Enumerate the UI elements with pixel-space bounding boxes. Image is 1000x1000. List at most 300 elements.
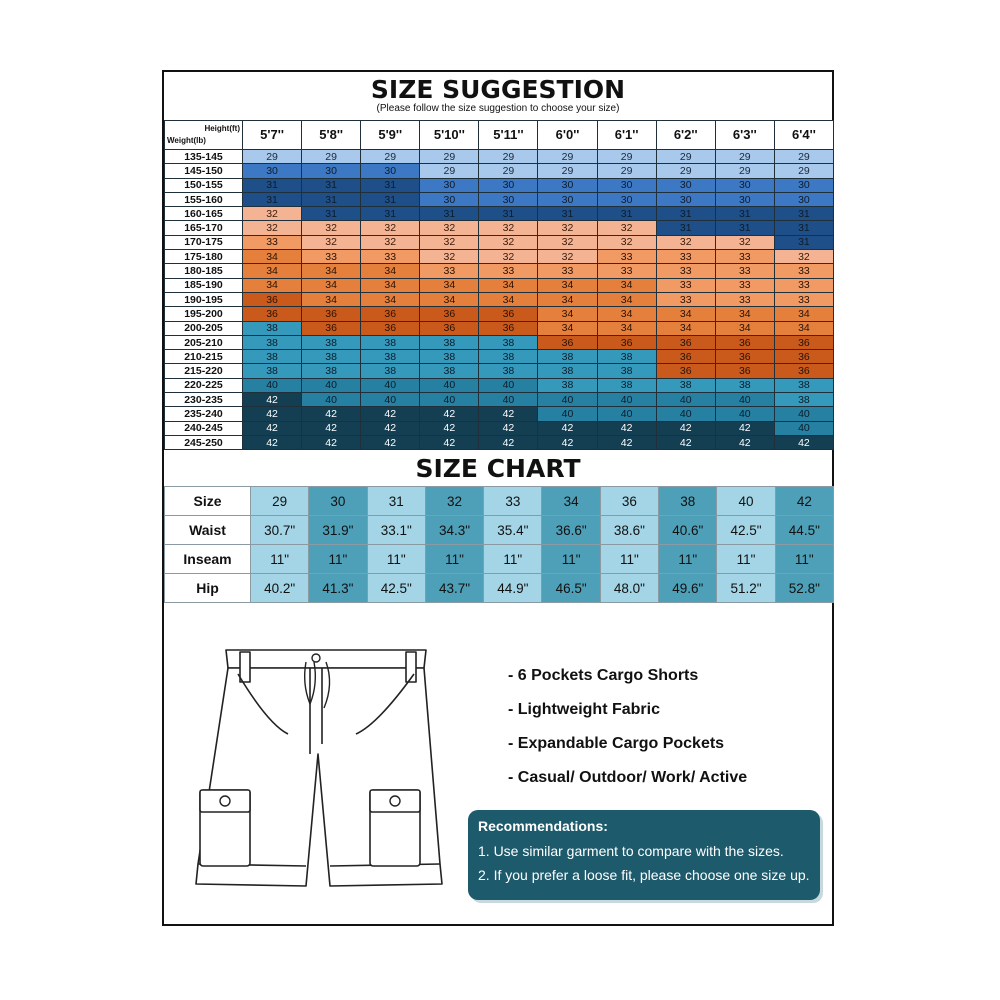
chart-row-label: Inseam bbox=[165, 545, 251, 574]
table-row bbox=[165, 321, 834, 335]
chart-cell: 35.4" bbox=[484, 516, 542, 545]
weight-cell: 135-145 bbox=[165, 150, 243, 164]
feature-item: - Expandable Cargo Pockets bbox=[508, 735, 725, 752]
size-cell: 29 bbox=[715, 150, 774, 164]
size-cell: 33 bbox=[774, 292, 833, 306]
height-header-cell: 5'11'' bbox=[479, 121, 538, 150]
weight-cell: 235-240 bbox=[165, 407, 243, 421]
chart-row bbox=[165, 487, 834, 516]
size-cell: 32 bbox=[479, 221, 538, 235]
size-cell: 36 bbox=[243, 307, 302, 321]
size-cell: 33 bbox=[656, 250, 715, 264]
size-cell: 36 bbox=[420, 321, 479, 335]
size-cell: 30 bbox=[715, 178, 774, 192]
size-cell: 29 bbox=[420, 164, 479, 178]
size-cell: 40 bbox=[597, 393, 656, 407]
chart-cell: 11" bbox=[775, 545, 833, 574]
size-cell: 32 bbox=[420, 235, 479, 249]
size-cell: 29 bbox=[656, 164, 715, 178]
height-header-cell: 5'7'' bbox=[243, 121, 302, 150]
size-cell: 31 bbox=[715, 207, 774, 221]
size-cell: 32 bbox=[597, 235, 656, 249]
size-cell: 38 bbox=[538, 364, 597, 378]
size-cell: 36 bbox=[479, 321, 538, 335]
size-cell: 32 bbox=[479, 250, 538, 264]
size-cell: 32 bbox=[420, 250, 479, 264]
chart-cell: 31 bbox=[367, 487, 425, 516]
size-cell: 31 bbox=[302, 192, 361, 206]
weight-cell: 155-160 bbox=[165, 192, 243, 206]
size-cell: 29 bbox=[420, 150, 479, 164]
size-cell: 42 bbox=[361, 407, 420, 421]
size-cell: 34 bbox=[302, 264, 361, 278]
size-cell: 38 bbox=[302, 350, 361, 364]
size-cell: 40 bbox=[656, 407, 715, 421]
size-cell: 33 bbox=[774, 264, 833, 278]
size-cell: 31 bbox=[774, 221, 833, 235]
size-cell: 34 bbox=[479, 292, 538, 306]
size-cell: 29 bbox=[361, 150, 420, 164]
chart-row-label: Hip bbox=[165, 574, 251, 603]
size-cell: 33 bbox=[715, 264, 774, 278]
size-cell: 40 bbox=[715, 407, 774, 421]
size-cell: 34 bbox=[774, 321, 833, 335]
size-cell: 31 bbox=[538, 207, 597, 221]
size-cell: 38 bbox=[538, 350, 597, 364]
size-cell: 38 bbox=[302, 335, 361, 349]
size-cell: 42 bbox=[243, 407, 302, 421]
chart-cell: 42.5" bbox=[717, 516, 775, 545]
size-cell: 42 bbox=[302, 421, 361, 435]
size-cell: 42 bbox=[715, 421, 774, 435]
size-cell: 29 bbox=[479, 164, 538, 178]
size-cell: 42 bbox=[715, 435, 774, 449]
chart-cell: 11" bbox=[600, 545, 658, 574]
chart-cell: 40 bbox=[717, 487, 775, 516]
chart-cell: 43.7" bbox=[425, 574, 483, 603]
chart-cell: 42.5" bbox=[367, 574, 425, 603]
size-cell: 32 bbox=[538, 250, 597, 264]
size-cell: 30 bbox=[361, 164, 420, 178]
size-cell: 34 bbox=[302, 278, 361, 292]
chart-cell: 11" bbox=[309, 545, 367, 574]
size-cell: 42 bbox=[420, 435, 479, 449]
size-cell: 42 bbox=[597, 435, 656, 449]
size-cell: 38 bbox=[538, 378, 597, 392]
size-cell: 34 bbox=[538, 278, 597, 292]
size-cell: 32 bbox=[302, 235, 361, 249]
chart-cell: 33.1" bbox=[367, 516, 425, 545]
size-cell: 40 bbox=[361, 393, 420, 407]
size-cell: 36 bbox=[420, 307, 479, 321]
size-cell: 31 bbox=[243, 192, 302, 206]
height-header-cell: 6'1'' bbox=[597, 121, 656, 150]
table-row bbox=[165, 192, 834, 206]
weight-cell: 150-155 bbox=[165, 178, 243, 192]
size-cell: 31 bbox=[420, 207, 479, 221]
size-cell: 29 bbox=[479, 150, 538, 164]
size-cell: 42 bbox=[243, 435, 302, 449]
table-row bbox=[165, 292, 834, 306]
size-cell: 30 bbox=[597, 192, 656, 206]
size-cell: 36 bbox=[656, 350, 715, 364]
weight-cell: 175-180 bbox=[165, 250, 243, 264]
size-cell: 34 bbox=[420, 278, 479, 292]
size-cell: 38 bbox=[420, 364, 479, 378]
size-cell: 34 bbox=[715, 307, 774, 321]
size-cell: 33 bbox=[656, 278, 715, 292]
size-cell: 40 bbox=[479, 393, 538, 407]
size-cell: 30 bbox=[774, 192, 833, 206]
size-cell: 31 bbox=[361, 178, 420, 192]
size-cell: 38 bbox=[597, 378, 656, 392]
table-row bbox=[165, 364, 834, 378]
size-cell: 38 bbox=[420, 350, 479, 364]
chart-cell: 49.6" bbox=[659, 574, 717, 603]
weight-cell: 210-215 bbox=[165, 350, 243, 364]
chart-cell: 32 bbox=[425, 487, 483, 516]
size-cell: 42 bbox=[420, 421, 479, 435]
size-cell: 34 bbox=[597, 321, 656, 335]
size-cell: 42 bbox=[479, 407, 538, 421]
table-row bbox=[165, 235, 834, 249]
size-cell: 36 bbox=[361, 321, 420, 335]
size-cell: 32 bbox=[538, 235, 597, 249]
size-cell: 34 bbox=[656, 321, 715, 335]
size-cell: 34 bbox=[774, 307, 833, 321]
size-cell: 30 bbox=[479, 178, 538, 192]
chart-cell: 40.2" bbox=[251, 574, 309, 603]
size-cell: 38 bbox=[479, 364, 538, 378]
size-cell: 30 bbox=[597, 178, 656, 192]
height-header-cell: 5'10'' bbox=[420, 121, 479, 150]
chart-cell: 51.2" bbox=[717, 574, 775, 603]
size-cell: 38 bbox=[243, 321, 302, 335]
table-row bbox=[165, 250, 834, 264]
size-suggestion-subtitle: (Please follow the size suggestion to choose your size) bbox=[376, 103, 620, 114]
table-row bbox=[165, 378, 834, 392]
chart-cell: 30.7" bbox=[251, 516, 309, 545]
size-cell: 33 bbox=[656, 264, 715, 278]
size-cell: 30 bbox=[656, 178, 715, 192]
size-cell: 31 bbox=[597, 207, 656, 221]
size-cell: 38 bbox=[302, 364, 361, 378]
size-cell: 33 bbox=[361, 250, 420, 264]
chart-cell: 11" bbox=[484, 545, 542, 574]
table-row bbox=[165, 393, 834, 407]
size-cell: 36 bbox=[656, 364, 715, 378]
size-cell: 34 bbox=[715, 321, 774, 335]
chart-cell: 34 bbox=[542, 487, 600, 516]
size-cell: 32 bbox=[302, 221, 361, 235]
size-cell: 38 bbox=[774, 393, 833, 407]
size-cell: 29 bbox=[538, 150, 597, 164]
table-row bbox=[165, 435, 834, 449]
size-cell: 34 bbox=[479, 278, 538, 292]
size-cell: 42 bbox=[774, 435, 833, 449]
size-cell: 40 bbox=[479, 378, 538, 392]
size-cell: 31 bbox=[361, 192, 420, 206]
feature-item: - 6 Pockets Cargo Shorts bbox=[508, 667, 699, 684]
size-cell: 32 bbox=[656, 235, 715, 249]
size-cell: 40 bbox=[597, 407, 656, 421]
size-cell: 34 bbox=[420, 292, 479, 306]
chart-cell: 34.3" bbox=[425, 516, 483, 545]
size-cell: 31 bbox=[302, 178, 361, 192]
size-cell: 29 bbox=[715, 164, 774, 178]
size-cell: 34 bbox=[243, 278, 302, 292]
size-cell: 29 bbox=[538, 164, 597, 178]
size-cell: 42 bbox=[243, 393, 302, 407]
height-header-cell: 6'2'' bbox=[656, 121, 715, 150]
chart-row bbox=[165, 516, 834, 545]
height-header-cell: 6'4'' bbox=[774, 121, 833, 150]
size-cell: 30 bbox=[774, 178, 833, 192]
weight-axis-label: Weight(lb) bbox=[167, 136, 206, 145]
size-cell: 29 bbox=[597, 150, 656, 164]
chart-cell: 41.3" bbox=[309, 574, 367, 603]
cargo-shorts-illustration bbox=[178, 644, 448, 904]
size-cell: 42 bbox=[479, 421, 538, 435]
size-cell: 30 bbox=[715, 192, 774, 206]
size-cell: 40 bbox=[361, 378, 420, 392]
recommendations-title: Recommendations: bbox=[478, 818, 608, 834]
size-cell: 40 bbox=[538, 393, 597, 407]
size-cell: 36 bbox=[597, 335, 656, 349]
size-cell: 38 bbox=[479, 335, 538, 349]
chart-cell: 38 bbox=[659, 487, 717, 516]
size-chart-title: SIZE CHART bbox=[415, 454, 581, 483]
size-cell: 31 bbox=[243, 178, 302, 192]
size-cell: 33 bbox=[597, 250, 656, 264]
size-cell: 40 bbox=[774, 421, 833, 435]
size-cell: 42 bbox=[420, 407, 479, 421]
size-cell: 38 bbox=[243, 364, 302, 378]
recommendations-box bbox=[468, 810, 820, 900]
chart-row bbox=[165, 574, 834, 603]
table-row bbox=[165, 150, 834, 164]
size-cell: 33 bbox=[597, 264, 656, 278]
size-cell: 42 bbox=[656, 435, 715, 449]
size-cell: 30 bbox=[538, 192, 597, 206]
weight-cell: 220-225 bbox=[165, 378, 243, 392]
size-cell: 30 bbox=[302, 164, 361, 178]
weight-cell: 160-165 bbox=[165, 207, 243, 221]
chart-cell: 36.6" bbox=[542, 516, 600, 545]
size-cell: 34 bbox=[538, 321, 597, 335]
size-cell: 34 bbox=[538, 307, 597, 321]
size-cell: 42 bbox=[597, 421, 656, 435]
size-cell: 34 bbox=[656, 307, 715, 321]
size-cell: 33 bbox=[479, 264, 538, 278]
size-cell: 34 bbox=[302, 292, 361, 306]
chart-cell: 11" bbox=[659, 545, 717, 574]
size-cell: 31 bbox=[774, 235, 833, 249]
weight-cell: 230-235 bbox=[165, 393, 243, 407]
chart-cell: 11" bbox=[717, 545, 775, 574]
size-cell: 38 bbox=[597, 364, 656, 378]
size-cell: 30 bbox=[420, 192, 479, 206]
size-cell: 32 bbox=[361, 221, 420, 235]
chart-cell: 31.9" bbox=[309, 516, 367, 545]
size-cell: 36 bbox=[302, 321, 361, 335]
table-row bbox=[165, 264, 834, 278]
size-cell: 42 bbox=[361, 435, 420, 449]
size-cell: 29 bbox=[774, 164, 833, 178]
size-cell: 36 bbox=[479, 307, 538, 321]
size-cell: 42 bbox=[656, 421, 715, 435]
corner-header-cell bbox=[165, 121, 243, 150]
size-cell: 34 bbox=[243, 264, 302, 278]
size-cell: 29 bbox=[243, 150, 302, 164]
size-cell: 33 bbox=[774, 278, 833, 292]
size-cell: 34 bbox=[597, 292, 656, 306]
size-cell: 38 bbox=[479, 350, 538, 364]
height-header-cell: 6'0'' bbox=[538, 121, 597, 150]
size-cell: 31 bbox=[302, 207, 361, 221]
size-cell: 38 bbox=[243, 335, 302, 349]
weight-cell: 215-220 bbox=[165, 364, 243, 378]
size-cell: 34 bbox=[597, 307, 656, 321]
size-cell: 32 bbox=[420, 221, 479, 235]
chart-cell: 44.5" bbox=[775, 516, 833, 545]
size-cell: 36 bbox=[302, 307, 361, 321]
weight-cell: 205-210 bbox=[165, 335, 243, 349]
size-cell: 40 bbox=[302, 393, 361, 407]
size-cell: 40 bbox=[774, 407, 833, 421]
size-cell: 36 bbox=[774, 350, 833, 364]
size-cell: 31 bbox=[479, 207, 538, 221]
weight-cell: 190-195 bbox=[165, 292, 243, 306]
table-row bbox=[165, 278, 834, 292]
height-header-cell: 5'9'' bbox=[361, 121, 420, 150]
weight-cell: 245-250 bbox=[165, 435, 243, 449]
size-cell: 40 bbox=[656, 393, 715, 407]
feature-item: - Lightweight Fabric bbox=[508, 701, 660, 718]
chart-cell: 48.0" bbox=[600, 574, 658, 603]
size-cell: 31 bbox=[656, 207, 715, 221]
size-cell: 38 bbox=[361, 364, 420, 378]
size-cell: 38 bbox=[774, 378, 833, 392]
size-cell: 34 bbox=[361, 278, 420, 292]
weight-cell: 195-200 bbox=[165, 307, 243, 321]
size-cell: 42 bbox=[243, 421, 302, 435]
size-cell: 32 bbox=[538, 221, 597, 235]
size-cell: 33 bbox=[538, 264, 597, 278]
recommendation-item: 1. Use similar garment to compare with the sizes. bbox=[478, 843, 784, 859]
size-cell: 29 bbox=[597, 164, 656, 178]
table-row bbox=[165, 307, 834, 321]
chart-cell: 38.6" bbox=[600, 516, 658, 545]
size-suggestion-title: SIZE SUGGESTION bbox=[370, 75, 626, 104]
chart-cell: 52.8" bbox=[775, 574, 833, 603]
chart-cell: 44.9" bbox=[484, 574, 542, 603]
size-cell: 42 bbox=[538, 421, 597, 435]
size-cell: 42 bbox=[361, 421, 420, 435]
size-cell: 31 bbox=[361, 207, 420, 221]
weight-cell: 170-175 bbox=[165, 235, 243, 249]
size-cell: 38 bbox=[361, 350, 420, 364]
size-cell: 38 bbox=[597, 350, 656, 364]
height-header-cell: 6'3'' bbox=[715, 121, 774, 150]
chart-row bbox=[165, 545, 834, 574]
size-cell: 31 bbox=[656, 221, 715, 235]
size-cell: 34 bbox=[243, 250, 302, 264]
size-cell: 33 bbox=[420, 264, 479, 278]
size-cell: 32 bbox=[243, 221, 302, 235]
size-cell: 34 bbox=[361, 292, 420, 306]
height-axis-label: Height(ft) bbox=[204, 124, 240, 133]
size-cell: 33 bbox=[715, 292, 774, 306]
chart-cell: 11" bbox=[425, 545, 483, 574]
size-cell: 36 bbox=[715, 364, 774, 378]
chart-cell: 46.5" bbox=[542, 574, 600, 603]
size-cell: 30 bbox=[243, 164, 302, 178]
size-cell: 36 bbox=[774, 364, 833, 378]
size-cell: 36 bbox=[774, 335, 833, 349]
size-cell: 42 bbox=[302, 435, 361, 449]
size-cell: 32 bbox=[597, 221, 656, 235]
size-cell: 38 bbox=[243, 350, 302, 364]
size-cell: 40 bbox=[302, 378, 361, 392]
size-cell: 30 bbox=[420, 178, 479, 192]
size-cell: 34 bbox=[597, 278, 656, 292]
size-cell: 38 bbox=[420, 335, 479, 349]
size-guide-frame bbox=[162, 70, 834, 926]
table-row bbox=[165, 421, 834, 435]
size-cell: 29 bbox=[656, 150, 715, 164]
size-cell: 40 bbox=[715, 393, 774, 407]
feature-item: - Casual/ Outdoor/ Work/ Active bbox=[508, 769, 748, 786]
size-chart-table bbox=[164, 486, 834, 603]
size-cell: 40 bbox=[243, 378, 302, 392]
size-cell: 36 bbox=[243, 292, 302, 306]
size-cell: 42 bbox=[479, 435, 538, 449]
table-row bbox=[165, 350, 834, 364]
weight-cell: 145-150 bbox=[165, 164, 243, 178]
chart-cell: 30 bbox=[309, 487, 367, 516]
size-cell: 38 bbox=[715, 378, 774, 392]
table-row bbox=[165, 178, 834, 192]
chart-cell: 11" bbox=[251, 545, 309, 574]
size-cell: 32 bbox=[774, 250, 833, 264]
chart-cell: 42 bbox=[775, 487, 833, 516]
size-cell: 33 bbox=[715, 250, 774, 264]
size-cell: 32 bbox=[715, 235, 774, 249]
size-cell: 42 bbox=[538, 435, 597, 449]
size-cell: 36 bbox=[538, 335, 597, 349]
size-cell: 31 bbox=[715, 221, 774, 235]
table-row bbox=[165, 407, 834, 421]
size-cell: 31 bbox=[774, 207, 833, 221]
size-cell: 34 bbox=[538, 292, 597, 306]
size-cell: 29 bbox=[302, 150, 361, 164]
chart-row-label: Size bbox=[165, 487, 251, 516]
size-cell: 36 bbox=[715, 335, 774, 349]
chart-cell: 11" bbox=[367, 545, 425, 574]
table-row bbox=[165, 207, 834, 221]
size-cell: 38 bbox=[361, 335, 420, 349]
size-cell: 40 bbox=[420, 378, 479, 392]
size-cell: 40 bbox=[420, 393, 479, 407]
size-suggestion-table bbox=[164, 120, 834, 450]
weight-cell: 165-170 bbox=[165, 221, 243, 235]
chart-row-label: Waist bbox=[165, 516, 251, 545]
chart-cell: 29 bbox=[251, 487, 309, 516]
size-cell: 36 bbox=[715, 350, 774, 364]
size-cell: 32 bbox=[479, 235, 538, 249]
size-cell: 30 bbox=[538, 178, 597, 192]
